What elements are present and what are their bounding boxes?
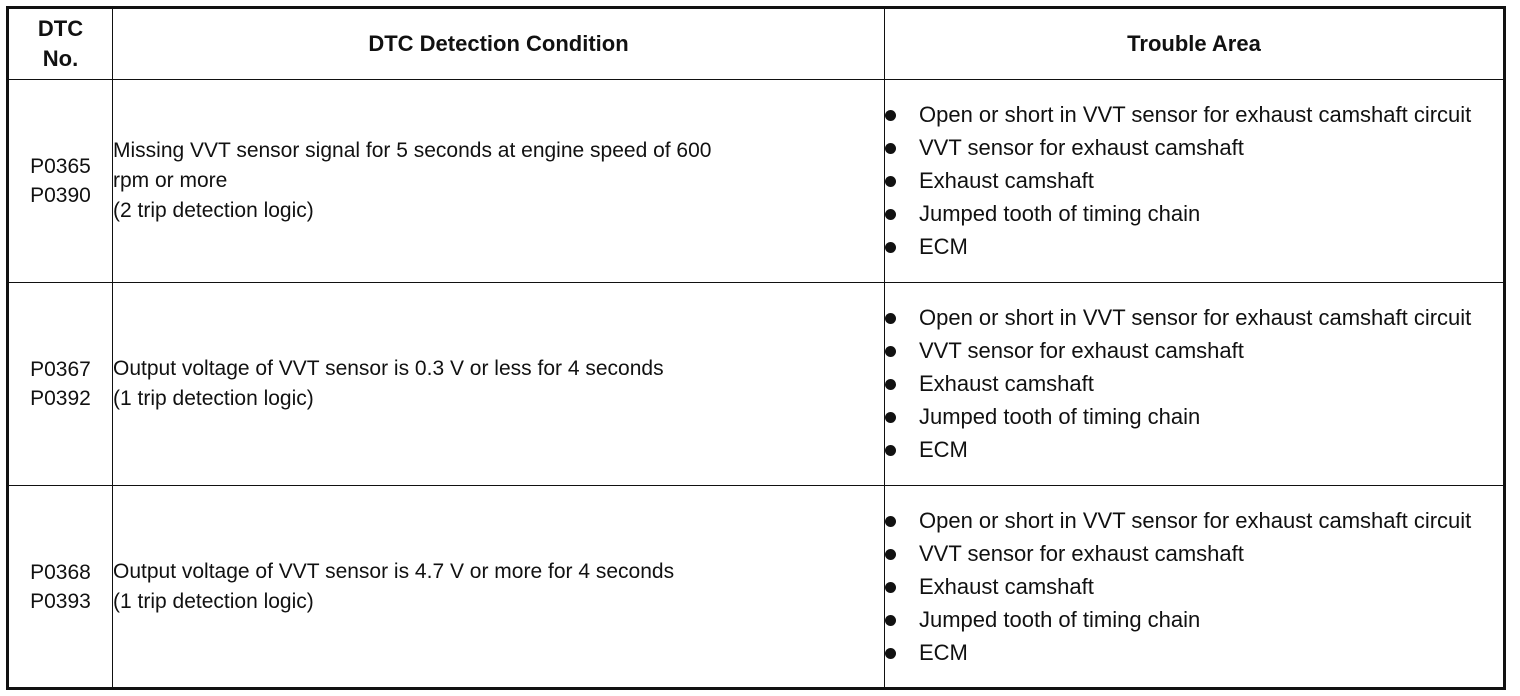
dtc-table [6,6,1506,690]
dtc-table-wrapper [6,6,1506,688]
trouble-area-text: Exhaust camshaft [919,371,1094,396]
detection-condition-cell [113,486,885,689]
condition-text: Output voltage of VVT sensor is 4.7 V or more for 4 seconds [113,559,675,583]
list-item [885,336,1503,366]
header-dtc-no-line2: No. [42,46,79,71]
bullet-icon [885,445,896,456]
trouble-area-list [885,303,1503,465]
dtc-code: P0390 [30,184,91,207]
dtc-code: P0392 [30,387,91,410]
trouble-area-cell [885,283,1505,486]
list-item [885,232,1503,262]
trouble-area-text: Jumped tooth of timing chain [919,606,1201,632]
condition-text: (1 trip detection logic) [113,589,314,613]
dtc-code: P0368 [30,560,91,584]
table-row [8,486,1505,689]
bullet-icon [885,615,896,626]
bullet-icon [885,176,896,187]
detection-condition-cell [113,80,885,283]
list-item [885,100,1503,130]
bullet-icon [885,582,896,593]
bullet-icon [885,549,896,560]
dtc-code-cell [8,283,113,486]
dtc-code: P0367 [30,358,91,381]
list-item [885,572,1503,602]
bullet-icon [885,242,896,253]
list-item [885,539,1503,569]
table-row [8,80,1505,283]
trouble-area-cell [885,486,1505,689]
list-item [885,435,1503,465]
dtc-code: P0393 [30,589,91,613]
trouble-area-text: ECM [919,437,968,462]
header-dtc-no-line1: DTC [37,16,84,41]
list-item [885,605,1503,635]
trouble-area-text: ECM [919,639,968,665]
list-item [885,166,1503,196]
list-item [885,199,1503,229]
trouble-area-list [885,100,1503,262]
trouble-area-text: ECM [919,234,968,259]
header-trouble-area: Trouble Area [885,8,1505,80]
trouble-area-text: Jumped tooth of timing chain [919,404,1201,429]
bullet-icon [885,209,896,220]
bullet-icon [885,412,896,423]
header-dtc-no [8,8,113,80]
trouble-area-text: Open or short in VVT sensor for exhaust camshaft circuit [919,102,1472,127]
list-item [885,402,1503,432]
trouble-area-text: Exhaust camshaft [919,573,1094,599]
table-header-row [8,8,1505,80]
bullet-icon [885,346,896,357]
bullet-icon [885,143,896,154]
condition-text: (2 trip detection logic) [113,199,314,222]
condition-text: Output voltage of VVT sensor is 0.3 V or less for 4 seconds [113,357,664,380]
dtc-code-cell [8,80,113,283]
bullet-icon [885,110,896,121]
table-row [8,283,1505,486]
dtc-code: P0365 [30,155,91,178]
trouble-area-text: VVT sensor for exhaust camshaft [919,540,1244,566]
trouble-area-cell [885,80,1505,283]
bullet-icon [885,313,896,324]
bullet-icon [885,648,896,659]
list-item [885,133,1503,163]
list-item [885,506,1503,536]
trouble-area-text: Jumped tooth of timing chain [919,201,1201,226]
header-detection-condition: DTC Detection Condition [113,8,885,80]
list-item [885,638,1503,668]
bullet-icon [885,379,896,390]
trouble-area-text: Open or short in VVT sensor for exhaust camshaft circuit [919,305,1472,330]
trouble-area-text: Open or short in VVT sensor for exhaust camshaft circuit [919,507,1472,533]
list-item [885,303,1503,333]
condition-text: rpm or more [113,169,228,192]
trouble-area-list [885,506,1503,668]
condition-text: (1 trip detection logic) [113,387,314,410]
trouble-area-text: VVT sensor for exhaust camshaft [919,135,1244,160]
dtc-code-cell [8,486,113,689]
list-item [885,369,1503,399]
detection-condition-cell [113,283,885,486]
trouble-area-text: Exhaust camshaft [919,168,1094,193]
condition-text: Missing VVT sensor signal for 5 seconds at engine speed of 600 [113,139,712,162]
bullet-icon [885,516,896,527]
trouble-area-text: VVT sensor for exhaust camshaft [919,338,1244,363]
